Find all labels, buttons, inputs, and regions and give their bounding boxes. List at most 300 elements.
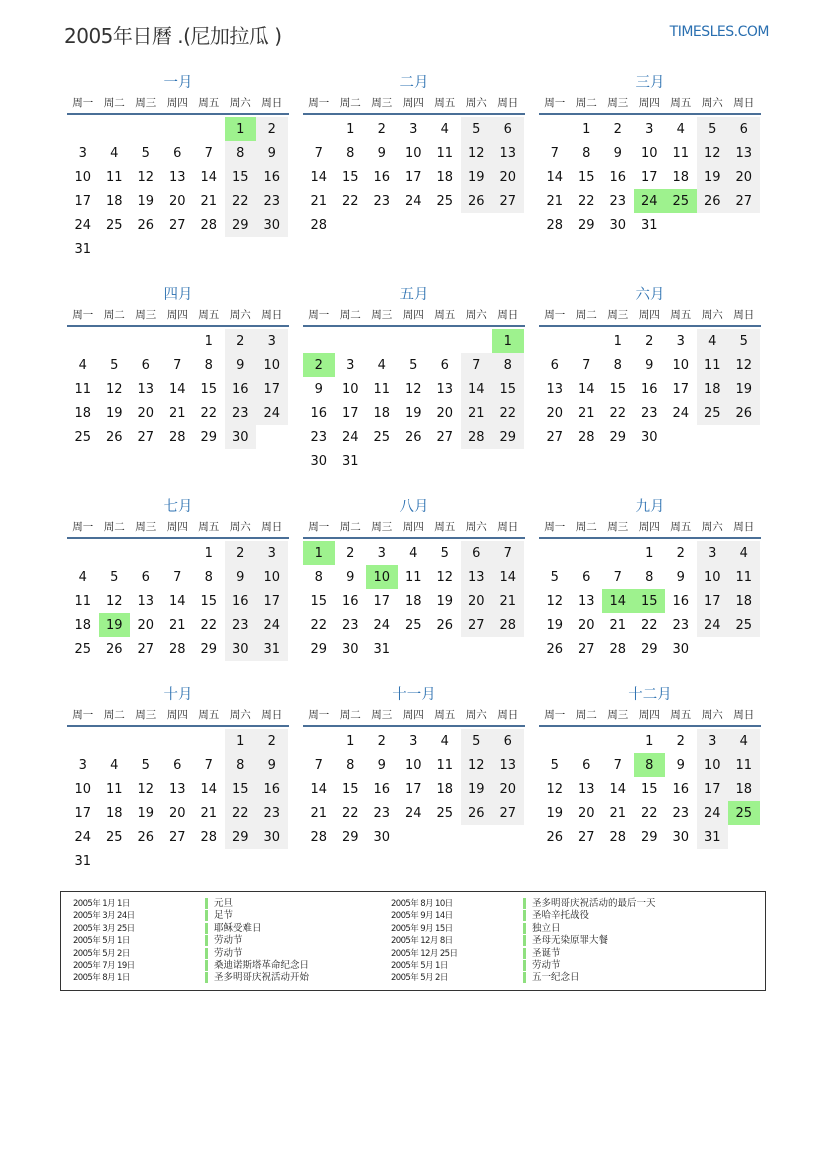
day-cell: 13 — [436, 381, 454, 397]
day-grid — [67, 729, 289, 873]
day-cell: 12 — [728, 353, 760, 377]
day-cell: 19 — [137, 193, 155, 209]
holiday-day-cell: 8 — [634, 753, 666, 777]
day-cell: 4 — [440, 733, 449, 749]
legend-holiday-name: 圣母无染原罪大餐 — [523, 935, 608, 946]
day-cell: 23 — [640, 405, 658, 421]
day-cell: 17 — [640, 169, 658, 185]
day-cell: 28 — [609, 641, 627, 657]
legend-date: 2005年 12月 8日 — [391, 936, 453, 947]
day-cell: 16 — [640, 381, 658, 397]
day-cell: 10 — [697, 565, 729, 589]
day-cell: 19 — [105, 405, 123, 421]
day-cell: 24 — [74, 829, 92, 845]
day-cell: 22 — [225, 801, 257, 825]
day-cell: 26 — [404, 429, 422, 445]
holiday-day-cell: 1 — [492, 329, 524, 353]
day-cell: 2 — [676, 733, 685, 749]
day-cell: 27 — [728, 189, 760, 213]
day-cell: 28 — [492, 613, 524, 637]
holiday-legend — [60, 891, 766, 991]
day-cell: 26 — [546, 829, 564, 845]
day-cell: 9 — [314, 381, 323, 397]
day-cell: 1 — [225, 729, 257, 753]
day-cell: 20 — [137, 405, 155, 421]
day-cell: 4 — [440, 121, 449, 137]
day-cell: 2 — [256, 117, 288, 141]
weekday-label: 周五 — [198, 709, 220, 721]
legend-holiday-name: 劳动节 — [523, 960, 561, 971]
legend-holiday-name: 耶稣受难日 — [205, 923, 262, 934]
day-cell: 26 — [546, 641, 564, 657]
site-link[interactable]: TIMESLES.COM — [669, 24, 769, 40]
legend-holiday-name: 劳动节 — [205, 948, 243, 959]
holiday-day-cell: 10 — [366, 565, 398, 589]
day-cell: 2 — [225, 541, 257, 565]
weekday-label: 周日 — [261, 97, 283, 109]
holiday-day-cell: 19 — [99, 613, 131, 637]
day-cell: 14 — [168, 381, 186, 397]
day-cell: 8 — [314, 569, 323, 585]
weekday-label: 周五 — [434, 709, 456, 721]
day-cell: 11 — [697, 353, 729, 377]
weekday-label: 周日 — [733, 521, 755, 533]
month-name: 十月 — [163, 687, 193, 703]
day-cell: 4 — [697, 329, 729, 353]
day-cell: 28 — [577, 429, 595, 445]
day-cell: 13 — [577, 593, 595, 609]
weekday-label: 周四 — [166, 97, 188, 109]
empty-cell — [162, 541, 194, 565]
day-cell: 30 — [310, 453, 328, 469]
day-cell: 28 — [310, 217, 328, 233]
legend-date: 2005年 3月 24日 — [73, 911, 135, 922]
day-cell: 2 — [256, 729, 288, 753]
day-cell: 28 — [168, 429, 186, 445]
empty-cell — [303, 329, 335, 353]
weekday-label: 周四 — [402, 97, 424, 109]
day-cell: 9 — [645, 357, 654, 373]
weekday-label: 周二 — [103, 97, 125, 109]
day-cell: 29 — [577, 217, 595, 233]
legend-row — [73, 923, 309, 935]
day-cell: 17 — [404, 169, 422, 185]
day-cell: 3 — [645, 121, 654, 137]
empty-cell — [303, 729, 335, 753]
day-cell: 14 — [609, 781, 627, 797]
day-cell: 30 — [672, 641, 690, 657]
day-cell: 28 — [168, 641, 186, 657]
empty-cell — [461, 329, 493, 353]
day-cell: 2 — [346, 545, 355, 561]
legend-holiday-name: 圣多明哥庆祝活动的最后一天 — [523, 898, 656, 909]
day-cell: 30 — [341, 641, 359, 657]
day-cell: 26 — [697, 189, 729, 213]
day-grid — [303, 117, 525, 237]
weekday-label: 周六 — [701, 309, 723, 321]
day-cell: 19 — [728, 377, 760, 401]
weekday-label: 周四 — [402, 521, 424, 533]
day-cell: 7 — [461, 353, 493, 377]
empty-cell — [602, 541, 634, 565]
weekday-label: 周六 — [701, 97, 723, 109]
day-cell: 9 — [377, 145, 386, 161]
legend-row — [73, 972, 309, 984]
legend-column-left — [73, 898, 309, 985]
day-cell: 27 — [546, 429, 564, 445]
day-cell: 21 — [310, 193, 328, 209]
weekday-header — [303, 518, 525, 539]
month-calendar — [303, 284, 525, 473]
day-cell: 13 — [546, 381, 564, 397]
day-cell: 11 — [436, 757, 454, 773]
day-cell: 16 — [373, 781, 391, 797]
day-cell: 18 — [697, 377, 729, 401]
day-cell: 27 — [168, 829, 186, 845]
day-cell: 3 — [409, 121, 418, 137]
day-cell: 22 — [577, 193, 595, 209]
day-cell: 6 — [141, 569, 150, 585]
day-cell: 18 — [105, 193, 123, 209]
day-cell: 17 — [672, 381, 690, 397]
day-cell: 5 — [409, 357, 418, 373]
weekday-label: 周四 — [638, 309, 660, 321]
weekday-label: 周五 — [670, 309, 692, 321]
weekday-label: 周三 — [371, 97, 393, 109]
day-cell: 5 — [461, 729, 493, 753]
day-cell: 5 — [141, 145, 150, 161]
weekday-label: 周二 — [339, 97, 361, 109]
day-cell: 22 — [310, 617, 328, 633]
day-cell: 27 — [577, 641, 595, 657]
weekday-label: 周六 — [701, 521, 723, 533]
day-cell: 7 — [204, 757, 213, 773]
legend-row — [391, 960, 656, 972]
legend-row — [391, 972, 656, 984]
day-cell: 15 — [310, 593, 328, 609]
day-cell: 21 — [200, 193, 218, 209]
day-cell: 18 — [74, 405, 92, 421]
day-cell: 21 — [577, 405, 595, 421]
day-cell: 9 — [256, 141, 288, 165]
legend-row — [391, 923, 656, 935]
day-cell: 7 — [613, 569, 622, 585]
weekday-label: 周一 — [544, 709, 566, 721]
empty-cell — [130, 117, 162, 141]
empty-cell — [193, 729, 225, 753]
day-cell: 15 — [341, 169, 359, 185]
day-cell: 20 — [492, 777, 524, 801]
day-cell: 30 — [225, 425, 257, 449]
day-cell: 27 — [577, 829, 595, 845]
day-cell: 10 — [74, 781, 92, 797]
legend-row — [391, 948, 656, 960]
day-cell: 26 — [728, 401, 760, 425]
weekday-label: 周六 — [701, 709, 723, 721]
day-cell: 24 — [373, 617, 391, 633]
day-cell: 14 — [310, 169, 328, 185]
day-cell: 4 — [110, 145, 119, 161]
day-cell: 6 — [173, 145, 182, 161]
day-cell: 5 — [141, 757, 150, 773]
weekday-label: 周二 — [575, 709, 597, 721]
day-grid — [539, 117, 761, 237]
day-cell: 20 — [168, 805, 186, 821]
day-cell: 17 — [373, 593, 391, 609]
legend-holiday-name: 五一纪念日 — [523, 972, 580, 983]
weekday-label: 周一 — [72, 309, 94, 321]
empty-cell — [429, 329, 461, 353]
empty-cell — [398, 329, 430, 353]
day-cell: 26 — [105, 429, 123, 445]
day-grid — [303, 729, 525, 849]
day-cell: 20 — [577, 617, 595, 633]
day-cell: 13 — [492, 753, 524, 777]
day-cell: 25 — [697, 401, 729, 425]
day-cell: 15 — [341, 781, 359, 797]
day-cell: 5 — [110, 569, 119, 585]
legend-date: 2005年 5月 2日 — [391, 973, 448, 984]
day-cell: 6 — [492, 117, 524, 141]
weekday-label: 周一 — [308, 709, 330, 721]
day-cell: 25 — [74, 429, 92, 445]
day-cell: 14 — [200, 781, 218, 797]
legend-holiday-name: 桑迪诺斯塔革命纪念日 — [205, 960, 309, 971]
day-cell: 4 — [676, 121, 685, 137]
empty-cell — [539, 541, 571, 565]
day-cell: 21 — [609, 805, 627, 821]
day-cell: 2 — [676, 545, 685, 561]
day-cell: 1 — [613, 333, 622, 349]
empty-cell — [539, 729, 571, 753]
day-cell: 8 — [204, 569, 213, 585]
day-cell: 10 — [672, 357, 690, 373]
month-calendar — [67, 72, 289, 261]
day-cell: 5 — [440, 545, 449, 561]
day-cell: 31 — [74, 241, 92, 257]
day-cell: 26 — [137, 217, 155, 233]
empty-cell — [162, 117, 194, 141]
day-cell: 8 — [645, 569, 654, 585]
day-cell: 23 — [672, 805, 690, 821]
weekday-header — [539, 518, 761, 539]
day-cell: 13 — [137, 593, 155, 609]
weekday-header — [67, 518, 289, 539]
weekday-label: 周五 — [198, 521, 220, 533]
day-cell: 3 — [78, 145, 87, 161]
day-cell: 27 — [137, 429, 155, 445]
day-cell: 18 — [436, 781, 454, 797]
weekday-label: 周一 — [72, 97, 94, 109]
day-cell: 22 — [341, 193, 359, 209]
weekday-label: 周日 — [261, 709, 283, 721]
empty-cell — [130, 541, 162, 565]
day-cell: 22 — [609, 405, 627, 421]
day-cell: 9 — [346, 569, 355, 585]
day-cell: 8 — [492, 353, 524, 377]
day-cell: 4 — [728, 729, 760, 753]
weekday-label: 周四 — [638, 97, 660, 109]
weekday-label: 周四 — [638, 709, 660, 721]
legend-date: 2005年 9月 14日 — [391, 911, 453, 922]
weekday-label: 周二 — [339, 309, 361, 321]
day-cell: 13 — [168, 169, 186, 185]
weekday-label: 周五 — [670, 521, 692, 533]
weekday-label: 周六 — [229, 309, 251, 321]
day-cell: 18 — [105, 805, 123, 821]
day-cell: 4 — [409, 545, 418, 561]
empty-cell — [99, 329, 131, 353]
weekday-label: 周四 — [166, 309, 188, 321]
weekday-header — [67, 94, 289, 115]
day-cell: 21 — [200, 805, 218, 821]
day-cell: 2 — [377, 733, 386, 749]
weekday-label: 周一 — [544, 521, 566, 533]
day-cell: 22 — [341, 805, 359, 821]
legend-column-right — [391, 898, 656, 985]
day-cell: 9 — [225, 565, 257, 589]
day-cell: 19 — [461, 777, 493, 801]
day-cell: 6 — [582, 569, 591, 585]
day-cell: 8 — [346, 145, 355, 161]
empty-cell — [67, 329, 99, 353]
day-cell: 21 — [546, 193, 564, 209]
weekday-label: 周三 — [607, 521, 629, 533]
empty-cell — [539, 117, 571, 141]
legend-date: 2005年 3月 25日 — [73, 923, 135, 934]
month-name: 二月 — [399, 75, 429, 91]
day-cell: 8 — [346, 757, 355, 773]
day-cell: 16 — [256, 777, 288, 801]
empty-cell — [571, 729, 603, 753]
day-cell: 22 — [492, 401, 524, 425]
day-cell: 10 — [404, 757, 422, 773]
month-name: 五月 — [399, 287, 429, 303]
legend-row — [73, 948, 309, 960]
month-calendar — [303, 684, 525, 849]
day-cell: 15 — [640, 781, 658, 797]
legend-date: 2005年 8月 10日 — [391, 899, 453, 909]
weekday-label: 周六 — [229, 521, 251, 533]
day-cell: 4 — [728, 541, 760, 565]
day-cell: 19 — [137, 805, 155, 821]
day-cell: 7 — [173, 569, 182, 585]
month-name: 三月 — [635, 75, 665, 91]
weekday-label: 周五 — [434, 97, 456, 109]
day-cell: 9 — [256, 753, 288, 777]
day-cell: 30 — [672, 829, 690, 845]
day-cell: 3 — [346, 357, 355, 373]
empty-cell — [99, 729, 131, 753]
legend-date: 2005年 7月 19日 — [73, 960, 135, 971]
month-calendar — [539, 496, 761, 661]
weekday-label: 周一 — [544, 309, 566, 321]
day-cell: 11 — [373, 381, 391, 397]
day-cell: 27 — [436, 429, 454, 445]
day-cell: 11 — [74, 381, 92, 397]
day-cell: 4 — [78, 569, 87, 585]
weekday-label: 周三 — [371, 521, 393, 533]
day-cell: 27 — [492, 189, 524, 213]
day-cell: 1 — [346, 733, 355, 749]
day-cell: 14 — [577, 381, 595, 397]
holiday-day-cell: 15 — [634, 589, 666, 613]
day-cell: 15 — [225, 777, 257, 801]
day-cell: 8 — [225, 141, 257, 165]
month-calendar — [539, 684, 761, 849]
day-cell: 12 — [105, 593, 123, 609]
day-cell: 3 — [256, 541, 288, 565]
day-cell: 9 — [676, 757, 685, 773]
day-cell: 17 — [256, 589, 288, 613]
day-cell: 3 — [697, 729, 729, 753]
day-cell: 16 — [225, 377, 257, 401]
weekday-label: 周五 — [434, 521, 456, 533]
day-cell: 9 — [613, 145, 622, 161]
legend-date: 2005年 5月 1日 — [73, 936, 130, 947]
day-cell: 16 — [256, 165, 288, 189]
day-cell: 23 — [256, 801, 288, 825]
day-cell: 17 — [341, 405, 359, 421]
day-cell: 11 — [74, 593, 92, 609]
day-cell: 5 — [550, 757, 559, 773]
day-cell: 16 — [672, 781, 690, 797]
day-cell: 2 — [645, 333, 654, 349]
day-cell: 25 — [74, 641, 92, 657]
day-cell: 13 — [577, 781, 595, 797]
day-grid — [303, 329, 525, 473]
day-cell: 17 — [256, 377, 288, 401]
weekday-label: 周四 — [638, 521, 660, 533]
weekday-label: 周五 — [670, 97, 692, 109]
weekday-header — [67, 306, 289, 327]
weekday-label: 周日 — [733, 97, 755, 109]
day-cell: 28 — [200, 829, 218, 845]
day-cell: 6 — [141, 357, 150, 373]
day-cell: 29 — [310, 641, 328, 657]
holiday-day-cell: 2 — [303, 353, 335, 377]
day-cell: 8 — [613, 357, 622, 373]
weekday-label: 周五 — [670, 709, 692, 721]
day-cell: 27 — [137, 641, 155, 657]
day-cell: 16 — [310, 405, 328, 421]
day-cell: 4 — [78, 357, 87, 373]
weekday-label: 周一 — [72, 521, 94, 533]
weekday-label: 周三 — [371, 709, 393, 721]
day-cell: 18 — [436, 169, 454, 185]
day-cell: 10 — [697, 753, 729, 777]
day-cell: 22 — [200, 405, 218, 421]
weekday-label: 周三 — [135, 309, 157, 321]
day-cell: 3 — [78, 757, 87, 773]
day-cell: 10 — [341, 381, 359, 397]
day-cell: 21 — [168, 405, 186, 421]
day-cell: 31 — [373, 641, 391, 657]
weekday-header — [303, 306, 525, 327]
day-cell: 15 — [200, 381, 218, 397]
day-cell: 7 — [173, 357, 182, 373]
day-cell: 31 — [697, 825, 729, 849]
day-cell: 21 — [492, 589, 524, 613]
weekday-label: 周一 — [72, 709, 94, 721]
day-cell: 12 — [461, 753, 493, 777]
day-cell: 31 — [640, 217, 658, 233]
day-cell: 12 — [404, 381, 422, 397]
day-cell: 16 — [373, 169, 391, 185]
day-cell: 29 — [225, 825, 257, 849]
day-cell: 12 — [546, 781, 564, 797]
month-name: 四月 — [163, 287, 193, 303]
